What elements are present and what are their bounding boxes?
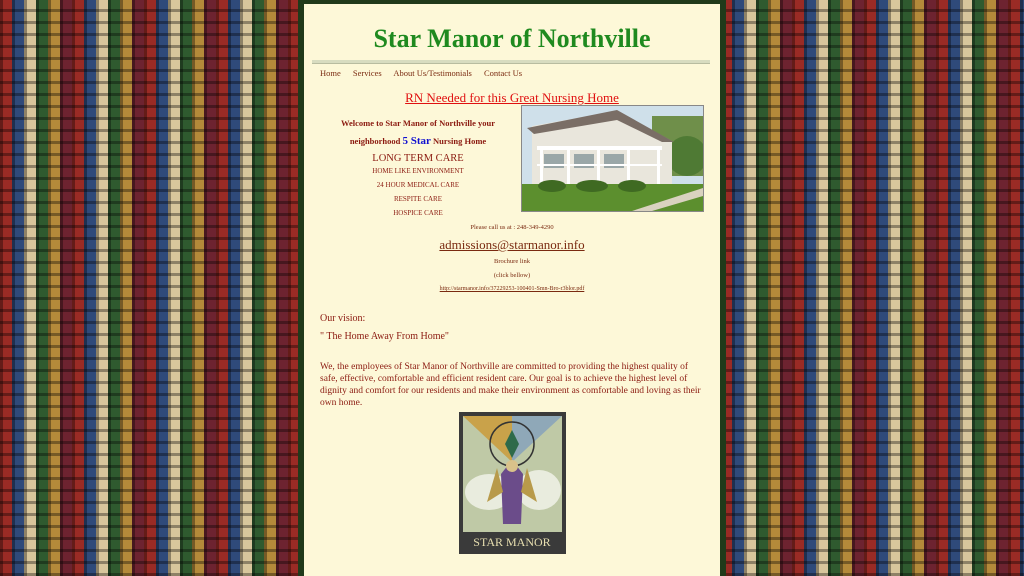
house-photo <box>521 105 704 212</box>
main-content <box>304 4 720 576</box>
top-nav <box>320 68 532 78</box>
email-link[interactable]: admissions@starmanor.info <box>439 237 585 252</box>
site-title: Star Manor of Northville <box>373 24 651 53</box>
long-term-care-heading: LONG TERM CARE <box>372 153 464 164</box>
title-divider <box>312 60 710 64</box>
service-item: 24 HOUR MEDICAL CARE <box>376 181 460 189</box>
mission-statement: We, the employees of Star Manor of Northville are committed to providing the highest quality of safe, effective, comfortable and efficient resident care. Our goal is to achieve the highest level of dignity and comfort for our residents and make their environment as comfortable and loving as their own home. <box>320 362 701 408</box>
rn-needed-link[interactable]: RN Needed for this Great Nursing Home <box>405 90 619 105</box>
service-item: HOME LIKE ENVIRONMENT <box>372 167 464 175</box>
nav-services[interactable]: Services <box>352 68 382 78</box>
nav-home[interactable]: Home <box>320 68 341 78</box>
vision-quote: " The Home Away From Home" <box>320 331 449 342</box>
welcome-line-1: Welcome to Star Manor of Northville your <box>340 118 496 128</box>
nav-contact[interactable]: Contact Us <box>484 68 523 78</box>
welcome-line-2 <box>324 132 512 150</box>
welcome-neighborhood: neighborhood <box>349 136 401 146</box>
phone-text: Please call us at : 248-349-4290 <box>470 224 554 231</box>
service-item: HOSPICE CARE <box>393 209 443 217</box>
five-star-text: 5 Star <box>402 135 431 147</box>
star-manor-logo <box>459 412 566 554</box>
logo-text: STAR MANOR <box>473 535 551 549</box>
click-below-label: (click bellow) <box>493 272 531 279</box>
welcome-nursing-home: Nursing Home <box>433 136 487 146</box>
brochure-label: Brochure link <box>494 258 530 265</box>
brochure-pdf-link[interactable]: http://starmanor.info/37229253-100401-Smn-Bro-r3blor.pdf <box>439 286 585 292</box>
nav-about-testimonials[interactable]: About Us/Testimonials <box>393 68 472 78</box>
service-item: RESPITE CARE <box>393 195 443 203</box>
vision-label: Our vision: <box>320 313 366 324</box>
welcome-block <box>324 114 512 220</box>
